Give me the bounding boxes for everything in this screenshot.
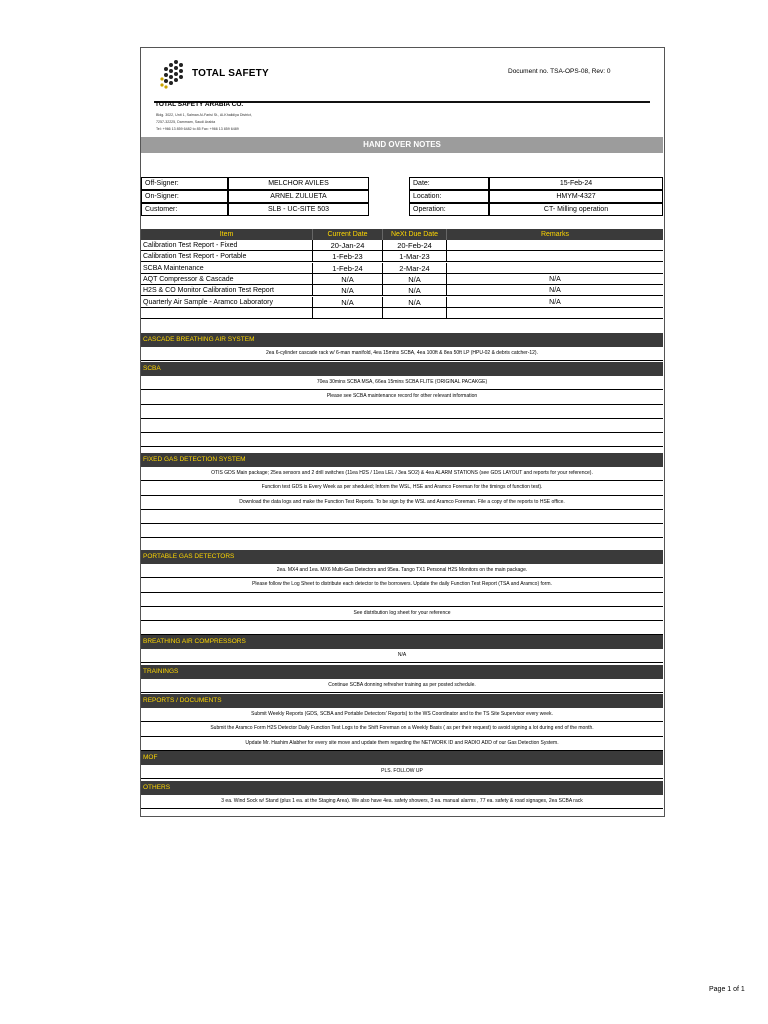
current-date-cell: 1-Feb-24 [313, 263, 383, 274]
item-cell [141, 308, 313, 319]
section-line: Please follow the Log Sheet to distribute each detector to the borrowers. Update the daily Function Test Report (TSA and Aramco) form. [141, 578, 663, 592]
operation-value: CT- Milling operation [489, 203, 663, 216]
remarks-cell: N/A [447, 297, 663, 308]
table-row [141, 274, 663, 285]
next-due-date-cell: N/A [383, 285, 447, 296]
next-due-date-cell: N/A [383, 297, 447, 308]
total-safety-logo [157, 55, 189, 95]
remarks-cell: N/A [447, 274, 663, 285]
document-number: Document no. TSA-OPS-08, Rev: 0 [508, 68, 611, 75]
section-line: 2ea. MX4 and 1ea. MX6 Multi-Gas Detectors and 95ea. Tango TX1 Personal H2S Monitors on the main package. [141, 564, 663, 578]
section-line: Submit the Aramco Form H2S Detector Daily Function Test Logs to the Shift Foreman on a Weekly Basis ( as per their request) to avoid signing a lot during end of the month. [141, 722, 663, 736]
location-label: Location: [409, 190, 489, 203]
off-signer-label: Off-Signer: [141, 177, 228, 190]
next-due-date-cell [383, 308, 447, 319]
page-title: HAND OVER NOTES [141, 137, 663, 153]
section-header: MOF [141, 751, 663, 765]
page-footer: Page 1 of 1 [709, 986, 745, 993]
remarks-cell [447, 240, 663, 251]
remarks-cell [447, 308, 663, 319]
section-line [141, 593, 663, 607]
item-cell: AQT Compressor & Cascade [141, 274, 313, 285]
location-value: HMYM-4327 [489, 190, 663, 203]
current-date-cell [313, 308, 383, 319]
current-date-cell: N/A [313, 274, 383, 285]
operation-label: Operation: [409, 203, 489, 216]
item-column-header: Item [141, 229, 313, 240]
section-header: CASCADE BREATHING AIR SYSTEM [141, 333, 663, 347]
current-date-cell: 20-Jan-24 [313, 240, 383, 251]
section-line [141, 405, 663, 419]
section-line: Continue SCBA donning refresher training as per posted schedule. [141, 679, 663, 693]
section-line: Download the data logs and make the Function Test Reports. To be sign by the WSL and Aramco Foreman. File a copy of the reports to HSE office. [141, 496, 663, 510]
brand-name: TOTAL SAFETY [192, 68, 269, 79]
section-line [141, 419, 663, 433]
table-row [141, 285, 663, 296]
on-signer-value: ARNEL ZULUETA [228, 190, 369, 203]
next-due-date-cell: 2-Mar-24 [383, 263, 447, 274]
section-line [141, 510, 663, 524]
remarks-cell [447, 251, 663, 262]
section-line: Please see SCBA maintenance record for other relevant information [141, 390, 663, 404]
current-date-cell: N/A [313, 297, 383, 308]
current-date-column-header: Current Date [313, 229, 383, 240]
address-line: Bldg. 3022, Unit 1, Salman Al-Farisi St., Al-Khalidiya District, [156, 113, 252, 117]
section-header: TRAININGS [141, 665, 663, 679]
section-line: 70ea 30mins SCBA MSA, 66ea 15mins SCBA FLITE (ORIGINAL PACAKGE) [141, 376, 663, 390]
current-date-cell: N/A [313, 285, 383, 296]
next-due-date-cell: N/A [383, 274, 447, 285]
table-row [141, 251, 663, 262]
next-due-date-cell: 20-Feb-24 [383, 240, 447, 251]
section-line: 2ea 6-cylinder cascade rack w/ 6-man manifold, 4ea 15mins SCBA, 4ea 100ft & 8ea 50ft LP (HPU-02 & debris catcher-12). [141, 347, 663, 361]
section-line [141, 621, 663, 635]
current-date-cell: 1-Feb-23 [313, 251, 383, 262]
section-header: OTHERS [141, 781, 663, 795]
remarks-cell: N/A [447, 285, 663, 296]
remarks-column-header: Remarks [447, 229, 663, 240]
item-cell: H2S & CO Monitor Calibration Test Report [141, 285, 313, 296]
item-cell: Calibration Test Report - Fixed [141, 240, 313, 251]
section-line: Function test GDS is Every Week as per sheduled; Inform the WSL, HSE and Aramco Foreman for the timings of function test). [141, 481, 663, 495]
section-line [141, 524, 663, 538]
next-due-date-column-header: NeXt Due Date [383, 229, 447, 240]
contact-line: Tel: +966 13 859 6482 to 85 Fax: +966 13 859 6489 [156, 127, 239, 131]
section-header: PORTABLE GAS DETECTORS [141, 550, 663, 564]
item-cell: Quarterly Air Sample - Aramco Laboratory [141, 297, 313, 308]
section-line [141, 433, 663, 447]
section-line: Submit Weekly Reports (GDS, SCBA and Portable Detectors' Reports) to the WS Coordinator and to the TS Site Supervisor every week. [141, 708, 663, 722]
remarks-cell [447, 263, 663, 274]
date-label: Date: [409, 177, 489, 190]
item-cell: Calibration Test Report - Portable [141, 251, 313, 262]
table-row [141, 308, 663, 319]
customer-value: SLB - UC-SITE 503 [228, 203, 369, 216]
customer-label: Customer: [141, 203, 228, 216]
section-line: 3 ea. Wind Sock w/ Stand (plus 1 ea. at the Staging Area). We also have 4ea. safety showers, 3 ea. manual alarms , 77 ea. safety & road signages, 2ea SCBA rack [141, 795, 663, 809]
off-signer-value: MELCHOR AVILES [228, 177, 369, 190]
section-line: See distribution log sheet for your reference [141, 607, 663, 621]
section-line: N/A [141, 649, 663, 663]
table-row [141, 240, 663, 251]
section-line: Update Mr. Hashim Alabher for every site move and update them regarding the NETWORK ID and RADIO ADD of our Gas Detection System. [141, 737, 663, 751]
section-line: PLS. FOLLOW UP [141, 765, 663, 779]
address-line: 7257-32225, Dammam, Saudi Arabia [156, 120, 216, 124]
on-signer-label: On-Signer: [141, 190, 228, 203]
item-cell: SCBA Maintenance [141, 263, 313, 274]
section-header: SCBA [141, 362, 663, 376]
date-value: 15-Feb-24 [489, 177, 663, 190]
table-row [141, 297, 663, 308]
section-header: REPORTS / DOCUMENTS [141, 694, 663, 708]
company-name: TOTAL SAFETY ARABIA CO. [155, 101, 244, 108]
section-header: FIXED GAS DETECTION SYSTEM [141, 453, 663, 467]
next-due-date-cell: 1-Mar-23 [383, 251, 447, 262]
section-header: BREATHING AIR COMPRESSORS [141, 635, 663, 649]
table-row [141, 263, 663, 274]
section-line: OTIS GDS Main package; 25ea sensors and 2 drill switches (11ea H2S / 11ea LEL / 3ea SO2) & 4ea ALARM STATIONS (see GDS LAYOUT and reports for your reference). [141, 467, 663, 481]
